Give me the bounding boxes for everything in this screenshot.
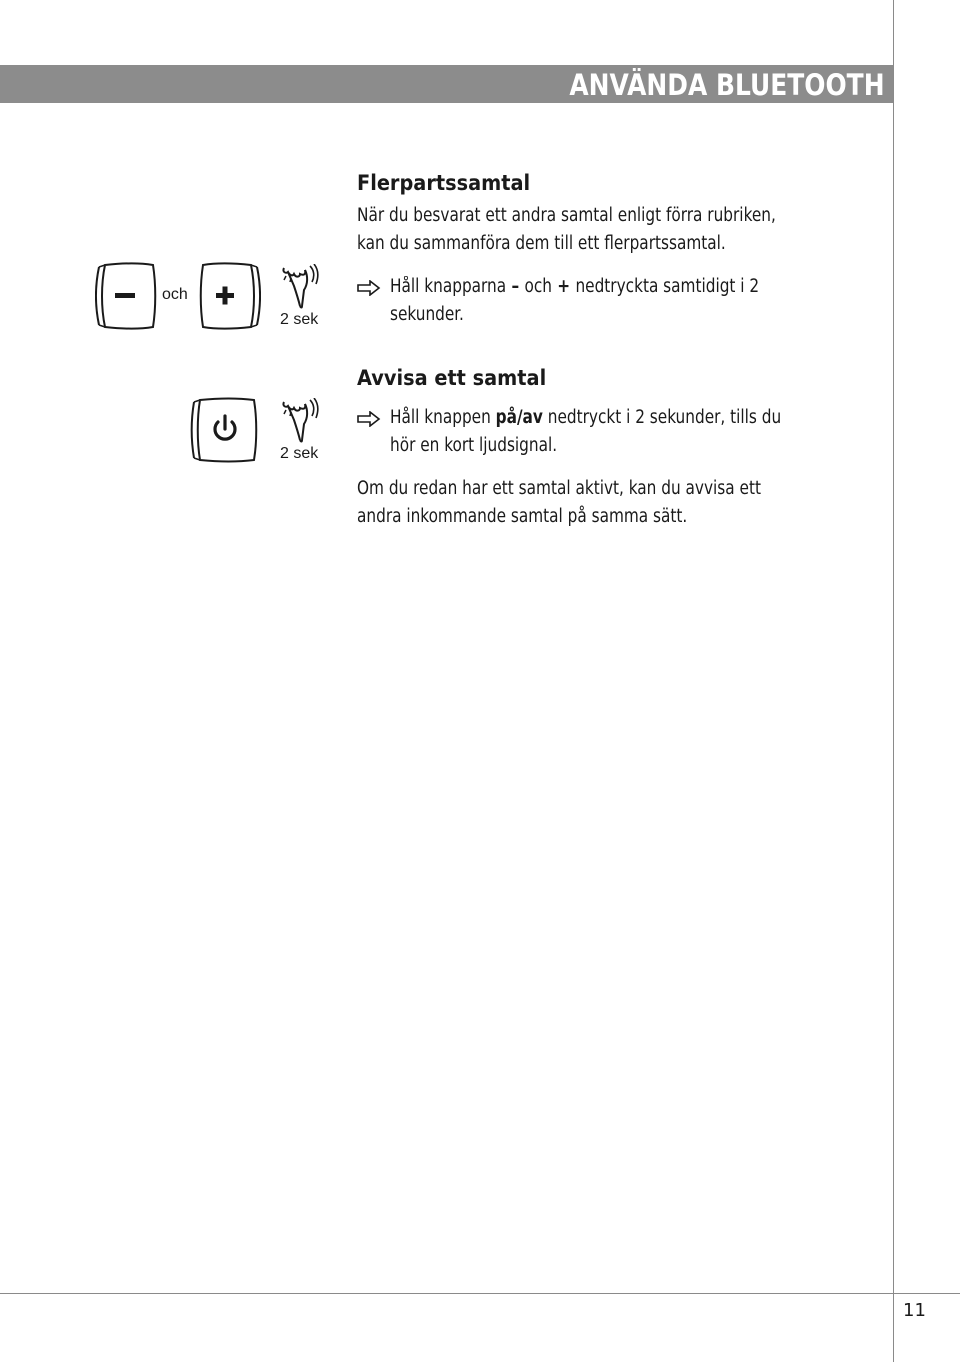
power-button-icon	[190, 396, 260, 464]
section-heading-avvisa: Avvisa ett samtal	[357, 366, 547, 390]
footer-line	[0, 1293, 960, 1294]
bullet-text-line2: sekunder.	[390, 304, 464, 325]
right-margin-line	[893, 0, 894, 1362]
section-heading-flerpartssamtal: Flerpartssamtal	[357, 171, 531, 195]
page-title: ANVÄNDA BLUETOOTH	[569, 68, 885, 102]
section1-bullet-text	[390, 273, 759, 329]
section2-paragraph-line2: andra inkommande samtal på samma sätt.	[357, 506, 688, 527]
arrow-bullet-icon	[357, 411, 381, 427]
finger-press-icon	[278, 264, 320, 310]
duration-label: 2 sek	[280, 445, 319, 462]
bullet-plus-symbol: +	[551, 276, 576, 297]
och-label: och	[162, 286, 188, 303]
section1-paragraph-line1: När du besvarat ett andra samtal enligt förra rubriken,	[357, 205, 776, 226]
section2-bullet-text	[390, 404, 781, 460]
power-button-illustration	[190, 396, 335, 466]
minus-button-icon	[95, 262, 159, 330]
bullet-och: och	[524, 276, 552, 297]
bullet-text-post: nedtryckt i 2 sekunder, tills du	[542, 407, 782, 428]
bullet-minus-symbol: –	[506, 276, 525, 297]
section1-paragraph-line2: kan du sammanföra dem till ett flerpartssamtal.	[357, 233, 726, 254]
header-bar	[0, 65, 893, 103]
duration-label: 2 sek	[280, 311, 319, 328]
section2-paragraph-line1: Om du redan har ett samtal aktivt, kan du avvisa ett	[357, 478, 761, 499]
plus-button-icon	[197, 262, 261, 330]
bullet-text-pre: Håll knappen	[390, 407, 496, 428]
minus-plus-buttons-illustration	[95, 262, 335, 332]
bullet-text-post: nedtryckta samtidigt i 2	[575, 276, 760, 297]
section2-paragraph	[357, 475, 761, 531]
section1-paragraph	[357, 202, 776, 258]
page-number: 11	[903, 1300, 926, 1321]
bullet-text-pre: Håll knapparna	[390, 276, 507, 297]
bullet-power-label: på/av	[495, 407, 543, 428]
arrow-bullet-icon	[357, 280, 381, 296]
finger-press-icon	[278, 398, 320, 444]
bullet-text-line2: hör en kort ljudsignal.	[390, 435, 558, 456]
